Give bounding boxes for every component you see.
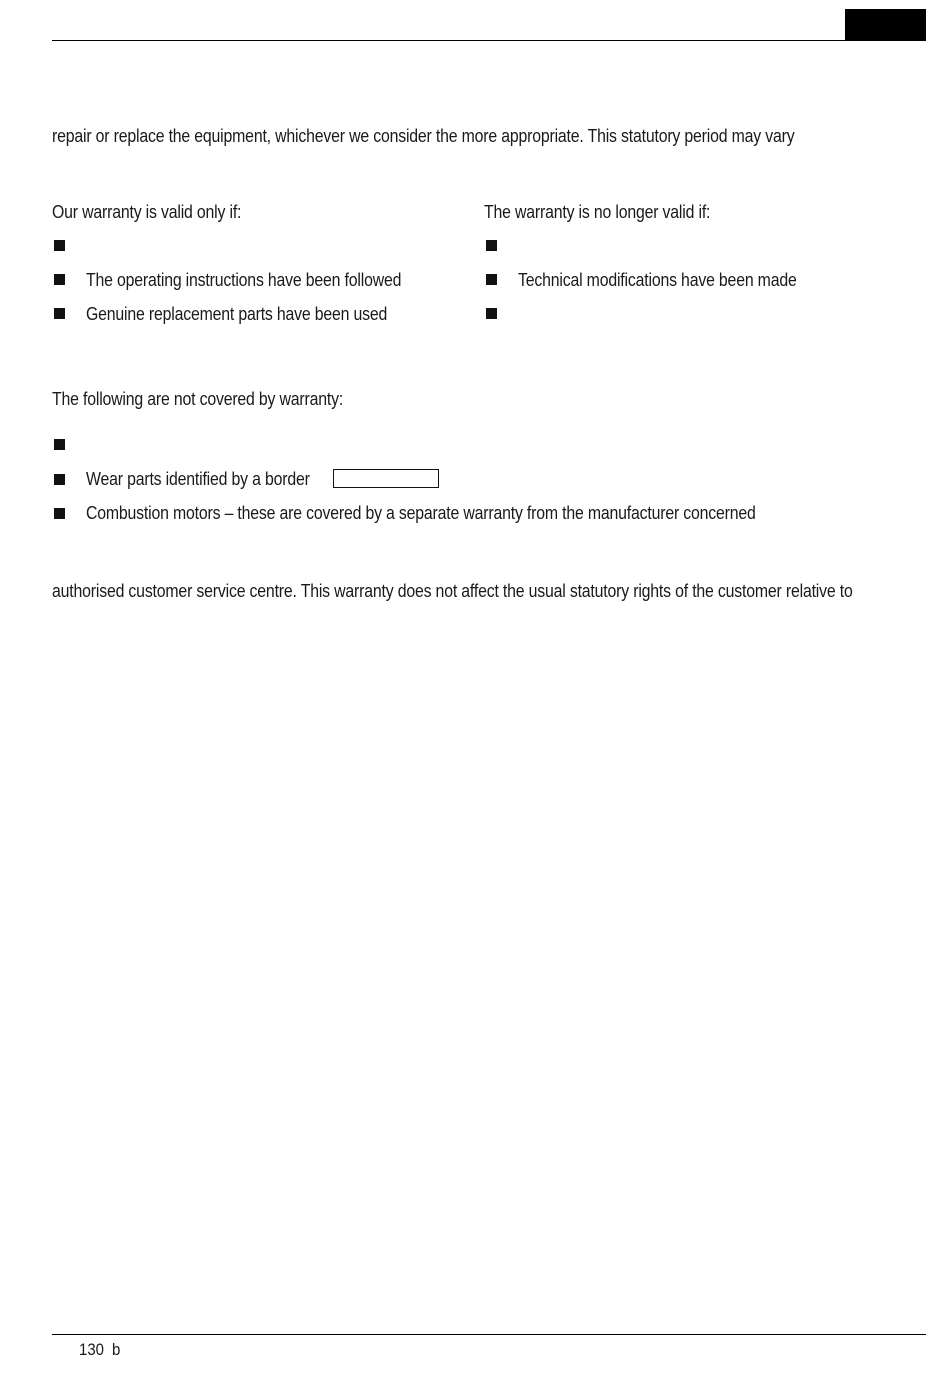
bullet-icon	[54, 308, 65, 319]
closing-paragraph-line: authorised customer service centre. This warranty does not affect the usual statutory rights of the customer relative to	[52, 581, 853, 601]
valid-if-heading: Our warranty is valid only if:	[52, 202, 242, 222]
footer-rule	[52, 1334, 926, 1335]
not-covered-item-3: Combustion motors – these are covered by a separate warranty from the manufacturer concerned	[86, 503, 756, 523]
header-rule	[52, 40, 926, 41]
bullet-icon	[486, 240, 497, 251]
bullet-icon	[54, 240, 65, 251]
valid-if-item-2: The operating instructions have been followed	[86, 270, 402, 290]
bullet-icon	[54, 274, 65, 285]
valid-if-item-3: Genuine replacement parts have been used	[86, 304, 388, 324]
page-number: 130	[79, 1340, 104, 1359]
bullet-icon	[486, 308, 497, 319]
bullet-icon	[54, 439, 65, 450]
not-covered-item-2: Wear parts identified by a border	[86, 469, 310, 489]
invalid-if-item-2: Technical modifications have been made	[518, 270, 797, 290]
wear-part-border-sample	[333, 469, 439, 488]
intro-paragraph-line: repair or replace the equipment, whichever we consider the more appropriate. This statutory period may vary	[52, 126, 795, 146]
footer-suffix: b	[112, 1340, 121, 1359]
invalid-if-heading: The warranty is no longer valid if:	[484, 202, 711, 222]
header-tab-block	[845, 9, 926, 41]
bullet-icon	[486, 274, 497, 285]
bullet-icon	[54, 508, 65, 519]
not-covered-heading: The following are not covered by warranty:	[52, 389, 344, 409]
bullet-icon	[54, 474, 65, 485]
